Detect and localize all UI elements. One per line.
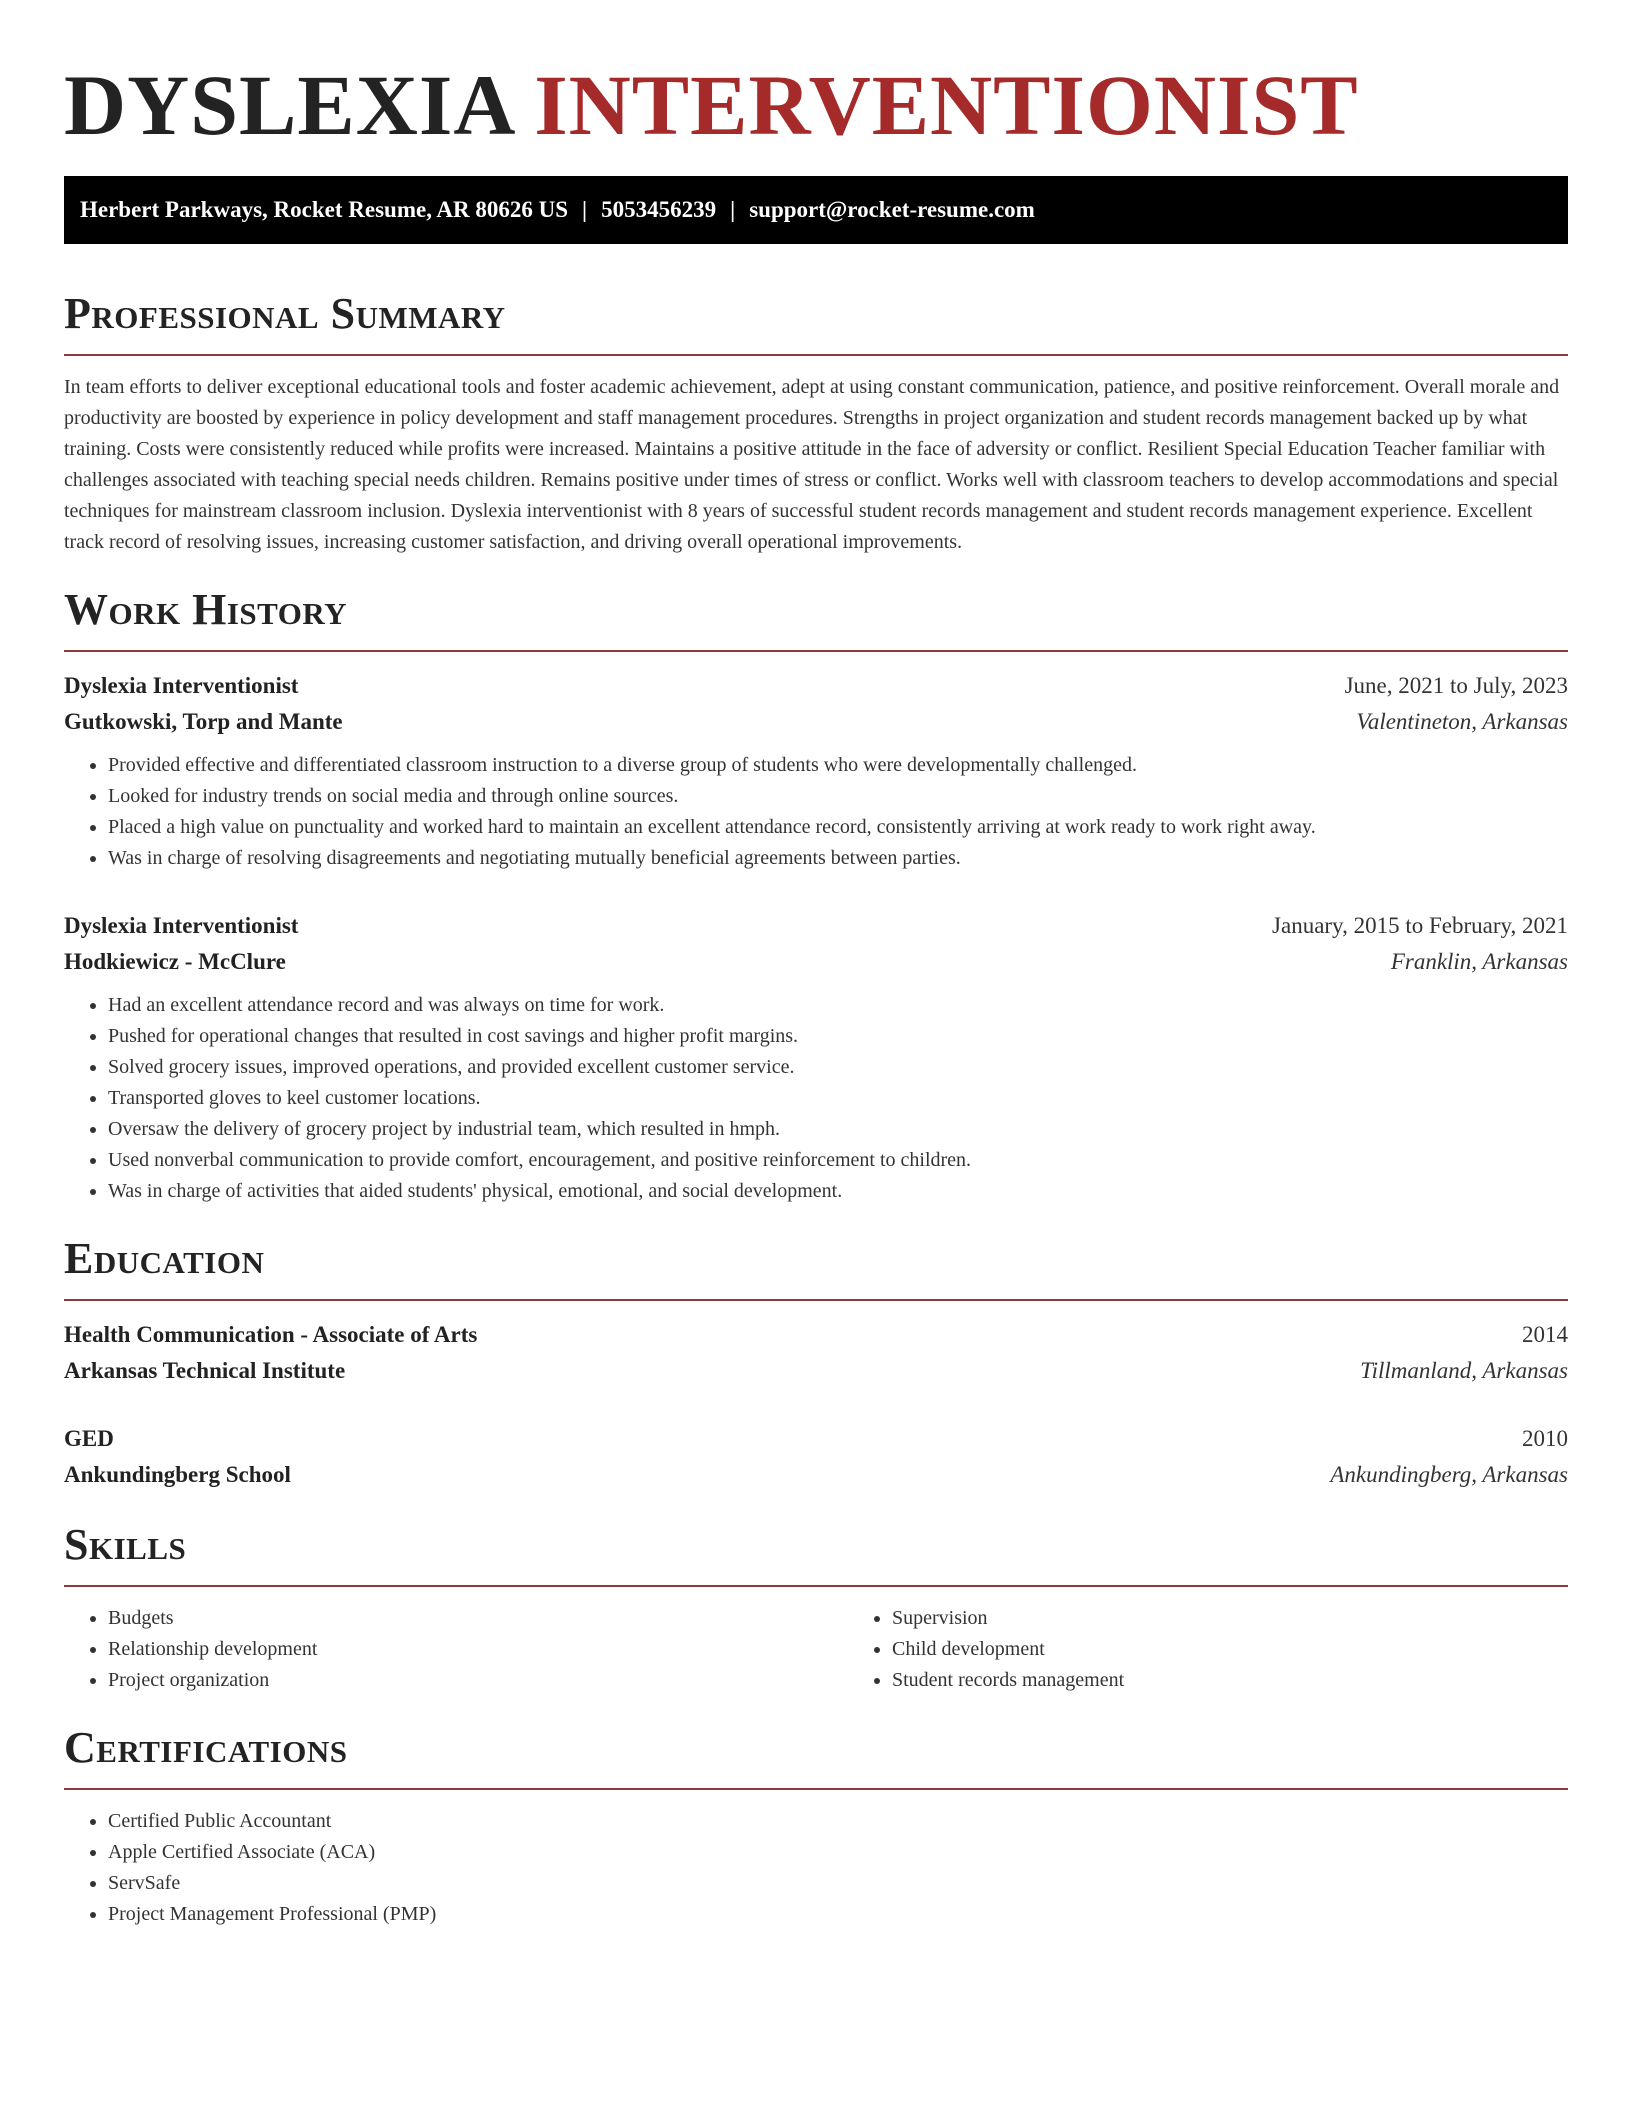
contact-email: support@rocket-resume.com [749,197,1035,222]
job-company-row [64,944,1568,980]
education-degree: Health Communication - Associate of Arts [64,1322,478,1347]
summary-section [64,288,1568,558]
job-bullet: • Pushed for operational changes that resulted in cost savings and higher profit margins. [108,1021,1568,1052]
skills-list-left [64,1603,848,1696]
section-heading-certifications: Certifications [64,1723,348,1772]
section-divider [64,1299,1568,1301]
summary-text: In team efforts to deliver exceptional educational tools and foster academic achievement, adept at using constant communication, patience, and positive reinforcement. Overall morale and productivity are boosted by experience in policy development and staff management procedures. Strengths in project organization and student records management backed up by what training. Costs were consistently reduced while profits were increased. Maintains a positive attitude in the face of adversity or conflict. Resilient Special Education Teacher familiar with challenges associated with teaching special needs children. Remains positive under times of stress or conflict. Works well with classroom teachers to develop accommodations and special techniques for mainstream classroom inclusion. Dyslexia interventionist with 8 years of successful student records management and student records management experience. Excellent track record of resolving issues, increasing customer satisfaction, and driving overall operational improvements. [64,376,1560,553]
contact-phone: 5053456239 [601,197,717,222]
skill-item: • Relationship development [108,1634,848,1665]
job-bullet: • Was in charge of activities that aided students' physical, emotional, and social development. [108,1176,1568,1207]
certifications-section [64,1722,1568,1930]
skill-item: • Project organization [108,1665,848,1696]
resume-title [64,50,1568,160]
job-bullet: • Transported gloves to keel customer locations. [108,1083,1568,1114]
education-school: Arkansas Technical Institute [64,1358,346,1383]
education-degree-row [64,1421,1568,1457]
job-title: Dyslexia Interventionist [64,673,299,698]
job-bullets [64,750,1568,874]
job-location: Valentineton, Arkansas [1356,709,1568,734]
certification-item: • Project Management Professional (PMP) [108,1899,1568,1930]
job-bullet: • Solved grocery issues, improved operations, and provided excellent customer service. [108,1052,1568,1083]
section-heading-summary: Professional Summary [64,289,506,338]
education-year: 2010 [1522,1426,1568,1451]
education-year: 2014 [1522,1322,1568,1347]
education-school-row [64,1457,1568,1493]
job-bullets [64,990,1568,1207]
job-bullet: • Placed a high value on punctuality and worked hard to maintain an excellent attendance record, consistently arriving at work ready to work right away. [108,812,1568,843]
skill-item: • Student records management [892,1665,1632,1696]
job-title-row [64,668,1568,704]
job-bullet: • Looked for industry trends on social media and through online sources. [108,781,1568,812]
education-degree-row [64,1317,1568,1353]
education-school: Ankundingberg School [64,1462,291,1487]
title-last-word: INTERVENTIONIST [534,57,1359,153]
job-title-row [64,908,1568,944]
education-school-row [64,1353,1568,1389]
section-divider [64,1585,1568,1587]
contact-separator: | [730,197,736,222]
section-heading-skills: Skills [64,1520,187,1569]
certifications-list [64,1806,1568,1930]
job-dates: January, 2015 to February, 2021 [1272,913,1568,938]
certification-item: • Apple Certified Associate (ACA) [108,1837,1568,1868]
work-history-section [64,584,1568,1207]
contact-separator: | [582,197,588,222]
skills-grid [64,1603,1568,1696]
certification-item: • ServSafe [108,1868,1568,1899]
skills-list-right [848,1603,1632,1696]
job-bullet: • Used nonverbal communication to provide comfort, encouragement, and positive reinforcement to children. [108,1145,1568,1176]
job-bullet: • Had an excellent attendance record and was always on time for work. [108,990,1568,1021]
job-company: Hodkiewicz - McClure [64,949,286,974]
education-entry [64,1317,1568,1389]
job-company-row [64,704,1568,740]
education-location: Tillmanland, Arkansas [1360,1358,1568,1383]
skills-section [64,1519,1568,1696]
job-title: Dyslexia Interventionist [64,913,299,938]
education-location: Ankundingberg, Arkansas [1330,1462,1568,1487]
section-divider [64,354,1568,356]
section-heading-work-history: Work History [64,585,348,634]
job-location: Franklin, Arkansas [1390,949,1568,974]
section-divider [64,1788,1568,1790]
job-bullet: • Was in charge of resolving disagreements and negotiating mutually beneficial agreements between parties. [108,843,1568,874]
job-dates: June, 2021 to July, 2023 [1344,673,1568,698]
education-degree: GED [64,1426,114,1451]
job-entry [64,668,1568,874]
skill-item: • Budgets [108,1603,848,1634]
certification-item: • Certified Public Accountant [108,1806,1568,1837]
job-bullet: • Provided effective and differentiated classroom instruction to a diverse group of students who were developmentally challenged. [108,750,1568,781]
title-first-word: DYSLEXIA [64,57,512,153]
education-entry [64,1421,1568,1493]
section-heading-education: Education [64,1234,265,1283]
skill-item: • Supervision [892,1603,1632,1634]
job-company: Gutkowski, Torp and Mante [64,709,343,734]
contact-bar [64,176,1568,244]
education-section [64,1233,1568,1493]
contact-address: Herbert Parkways, Rocket Resume, AR 80626 US [80,197,569,222]
job-bullet: • Oversaw the delivery of grocery project by industrial team, which resulted in hmph. [108,1114,1568,1145]
skill-item: • Child development [892,1634,1632,1665]
section-divider [64,650,1568,652]
job-entry [64,908,1568,1207]
